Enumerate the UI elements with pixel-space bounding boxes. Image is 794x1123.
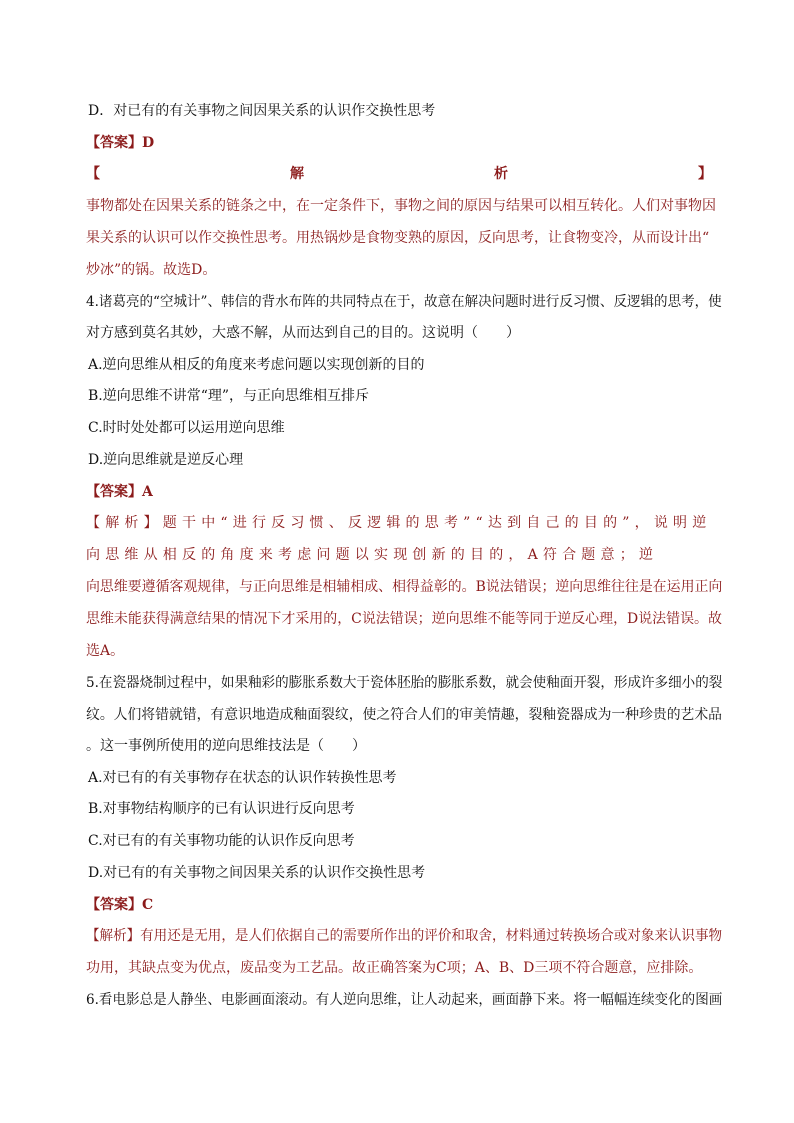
q4-analysis-line: 向思维从相反的角度来考虑问题以实现创新的目的，A符合题意；逆: [86, 547, 659, 563]
q3-option-d: D．对已有的有关事物之间因果关系的认识作交换性思考: [88, 103, 436, 119]
q5-answer: 【答案】C: [86, 897, 154, 913]
q5-stem-line: 。这一事例所使用的逆向思维技法是（ ）: [86, 738, 366, 754]
q4-option-d: D.逆向思维就是逆反心理: [88, 452, 244, 468]
q5-option-b: B.对事物结构顺序的已有认识进行反向思考: [88, 801, 355, 817]
q4-option-a: A.逆向思维从相反的角度来考虑问题以实现创新的目的: [88, 357, 425, 373]
q5-stem-line: 纹。人们将错就错，有意识地造成釉面裂纹，使之符合人们的审美情趣，裂釉瓷器成为一种珍贵的艺术品: [86, 707, 723, 723]
analysis-bracket-close: 】: [698, 166, 712, 182]
q3-analysis-line: 果关系的认识可以作交换性思考。用热锅炒是食物变熟的原因，反向思考，让食物变冷，从而设计出“: [86, 230, 710, 246]
q5-analysis-line: 【解析】有用还是无用，是人们依据自己的需要所作出的评价和取舍，材料通过转换场合或对象来认识事物: [86, 928, 723, 944]
q3-analysis-line: 事物都处在因果关系的链条之中，在一定条件下，事物之间的原因与结果可以相互转化。人们对事物因: [86, 198, 716, 214]
q5-analysis-line: 功用，其缺点变为优点，废品变为工艺品。故正确答案为C项；A、B、D三项不符合题意，应排除。: [86, 960, 703, 976]
q5-option-a: A.对已有的有关事物存在状态的认识作转换性思考: [88, 770, 397, 786]
q4-analysis-line: 【解析】题干中“进行反习惯、反逻辑的思考”“达到自己的目的”，说明逆: [86, 515, 712, 531]
q4-answer: 【答案】A: [86, 484, 153, 500]
q4-stem-line: 4.诸葛亮的“空城计”、韩信的背水布阵的共同特点在于，故意在解决问题时进行反习惯、反逻辑的思考，使: [86, 294, 722, 310]
q5-option-c: C.对已有的有关事物功能的认识作反向思考: [88, 833, 355, 849]
q3-answer: 【答案】D: [86, 135, 155, 151]
q4-option-c: C.时时处处都可以运用逆向思维: [88, 420, 285, 436]
q3-analysis-header: [86, 164, 712, 184]
q4-stem-line: 对方感到莫名其妙，大惑不解，从而达到自己的目的。这说明（ ）: [86, 325, 520, 341]
q4-option-b: B.逆向思维不讲常“理”，与正向思维相互排斥: [88, 388, 370, 404]
q5-option-d: D.对已有的有关事物之间因果关系的认识作交换性思考: [88, 865, 426, 881]
analysis-bracket-open: 【: [86, 166, 100, 182]
q5-stem-line: 5.在瓷器烧制过程中，如果釉彩的膨胀系数大于瓷体胚胎的膨胀系数，就会使釉面开裂，形成许多细小的裂: [86, 675, 723, 691]
q4-analysis-line: 思维未能获得满意结果的情况下才采用的，C说法错误；逆向思维不能等同于逆反心理，D说法错误。故: [86, 611, 722, 627]
q4-analysis-line: 向思维要遵循客观规律，与正向思维是相辅相成、相得益彰的。B说法错误；逆向思维往往是在运用正向: [86, 579, 723, 595]
q4-analysis-line: 选A。: [86, 643, 125, 659]
analysis-char-2: 析: [494, 166, 508, 182]
analysis-char-1: 解: [290, 166, 304, 182]
q3-analysis-line: 炒冰”的锅。故选D。: [86, 262, 217, 278]
q6-stem-line: 6.看电影总是人静坐、电影画面滚动。有人逆向思维，让人动起来，画面静下来。将一幅幅连续变化的图画: [86, 992, 723, 1008]
